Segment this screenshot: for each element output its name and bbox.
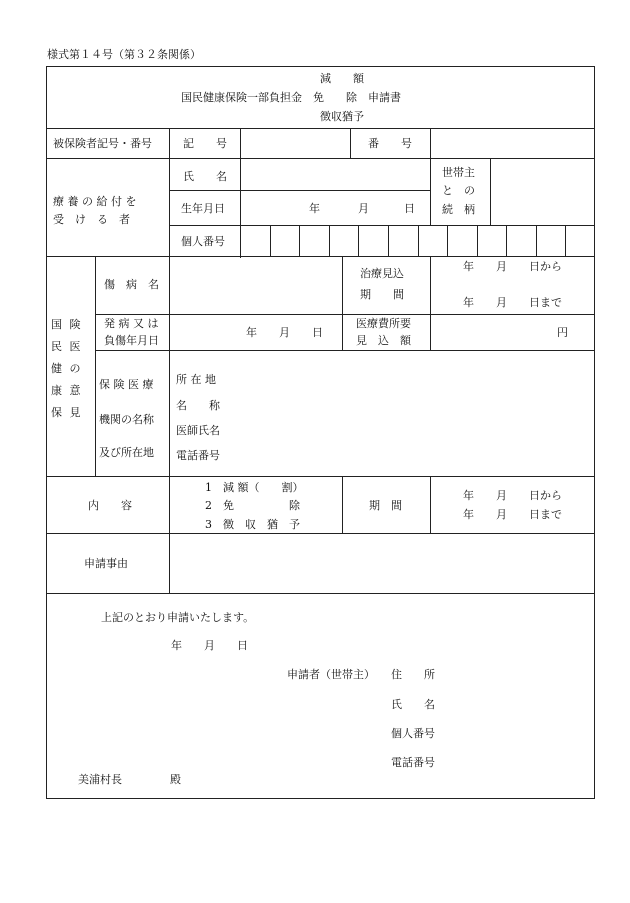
institution-name-label: 名 称 <box>176 399 220 412</box>
insured-label: 被保険者記号・番号 <box>53 137 152 150</box>
personal-number-digit[interactable] <box>419 226 446 256</box>
birth-label: 生年月日 <box>181 202 225 215</box>
vertical-label-row: 康 意 <box>51 384 83 397</box>
applicant-label: 申請者（世帯主） <box>287 668 375 681</box>
institution-label-2: 機関の名称 <box>99 413 154 426</box>
honorific: 殿 <box>170 773 181 786</box>
frame-top <box>46 66 595 67</box>
recipient-label-line1: 療 養 の 給 付 を <box>53 195 137 208</box>
personal-number-digit[interactable] <box>241 226 269 256</box>
divider <box>430 476 431 534</box>
applicant-name-label: 氏 名 <box>391 698 435 711</box>
divider <box>430 256 431 351</box>
name-field[interactable] <box>241 159 429 190</box>
vertical-label-row: 健 の <box>51 362 83 375</box>
content-label: 内 容 <box>88 499 132 512</box>
cost-label-1: 医療費所要 <box>356 317 411 330</box>
personal-number-digit[interactable] <box>300 226 328 256</box>
relation-label-3: 続 柄 <box>442 203 475 216</box>
birth-year-unit: 年 <box>309 202 320 215</box>
personal-number-digit[interactable] <box>448 226 476 256</box>
birth-month-unit: 月 <box>358 202 369 215</box>
divider <box>95 256 96 477</box>
birth-date-field[interactable] <box>241 191 429 225</box>
personal-number-digit[interactable] <box>478 226 505 256</box>
personal-number-digit[interactable] <box>389 226 417 256</box>
frame-bottom <box>46 798 595 799</box>
birth-day-unit: 日 <box>404 202 415 215</box>
title-option-deferral: 徴収猶予 <box>320 110 364 123</box>
personal-number-digit[interactable] <box>507 226 535 256</box>
content-period-from[interactable]: 年 月 日から <box>463 489 562 502</box>
treatment-period-to[interactable]: 年 月 日まで <box>463 296 562 309</box>
institution-label-1: 保 険 医 療 <box>99 378 154 391</box>
application-date[interactable]: 年 月 日 <box>171 639 248 652</box>
option-exemption[interactable]: 2 免 除 <box>205 499 300 512</box>
applicant-personal-number-label: 個人番号 <box>391 727 435 740</box>
personal-number-digit[interactable] <box>271 226 299 256</box>
option-deferral[interactable]: 3 徴 収 猶 予 <box>205 518 300 531</box>
relation-label-2: と の <box>442 184 475 197</box>
vertical-label-row: 保 見 <box>51 406 83 419</box>
recipient-label-line2: 受 け る 者 <box>53 213 130 226</box>
title-main: 国民健康保険一部負担金 免 除 申請書 <box>181 91 401 104</box>
divider <box>46 476 595 477</box>
treatment-label-1: 治療見込 <box>360 267 404 280</box>
divider <box>46 593 595 594</box>
divider <box>95 314 595 315</box>
divider <box>342 256 343 351</box>
reason-field[interactable] <box>170 534 593 592</box>
personal-number-digit[interactable] <box>359 226 387 256</box>
option-reduction[interactable]: 1 減 額（ 割） <box>205 481 304 494</box>
applicant-address-label: 住 所 <box>391 668 435 681</box>
content-period-label: 期 間 <box>369 499 402 512</box>
symbol-label: 記 号 <box>183 137 227 150</box>
treatment-period-from[interactable]: 年 月 日から <box>463 260 562 273</box>
personal-number-digit[interactable] <box>537 226 564 256</box>
content-period-to[interactable]: 年 月 日まで <box>463 508 562 521</box>
divider <box>95 350 595 351</box>
vertical-label-row: 民 医 <box>51 340 83 353</box>
number-label: 番 号 <box>368 137 412 150</box>
divider <box>169 128 170 258</box>
symbol-field[interactable] <box>241 129 349 158</box>
cost-label-2: 見 込 額 <box>356 334 411 347</box>
divider <box>350 128 351 159</box>
number-field[interactable] <box>431 129 593 158</box>
frame-left <box>46 66 47 799</box>
declaration-statement: 上記のとおり申請いたします。 <box>101 611 255 624</box>
onset-label-1: 発 病 又 は <box>104 317 159 330</box>
doctor-name-label: 医師氏名 <box>176 424 220 437</box>
name-label: 氏 名 <box>183 170 227 183</box>
divider <box>342 476 343 534</box>
onset-label-2: 負傷年月日 <box>104 334 159 347</box>
applicant-phone-label: 電話番号 <box>391 756 435 769</box>
personal-number-digit[interactable] <box>330 226 358 256</box>
relation-field[interactable] <box>491 159 593 225</box>
institution-phone-label: 電話番号 <box>176 449 220 462</box>
treatment-label-2: 期 間 <box>360 288 404 301</box>
institution-label-3: 及び所在地 <box>99 446 154 459</box>
onset-date-field[interactable]: 年 月 日 <box>246 326 323 339</box>
title-option-reduction: 減 額 <box>320 72 364 85</box>
vertical-label-row: 国 険 <box>51 318 83 331</box>
form-number: 様式第１４号（第３２条関係） <box>47 48 201 61</box>
reason-label: 申請事由 <box>84 557 128 570</box>
personal-number-label: 個人番号 <box>181 235 225 248</box>
disease-label: 傷 病 名 <box>104 278 159 291</box>
personal-number-digit[interactable] <box>566 226 593 256</box>
cost-unit: 円 <box>557 326 568 339</box>
disease-field[interactable] <box>170 257 341 314</box>
frame-right <box>594 66 595 799</box>
relation-label-1: 世帯主 <box>442 166 475 179</box>
institution-address-label: 所 在 地 <box>176 373 216 386</box>
addressee: 美浦村長 <box>78 773 122 786</box>
